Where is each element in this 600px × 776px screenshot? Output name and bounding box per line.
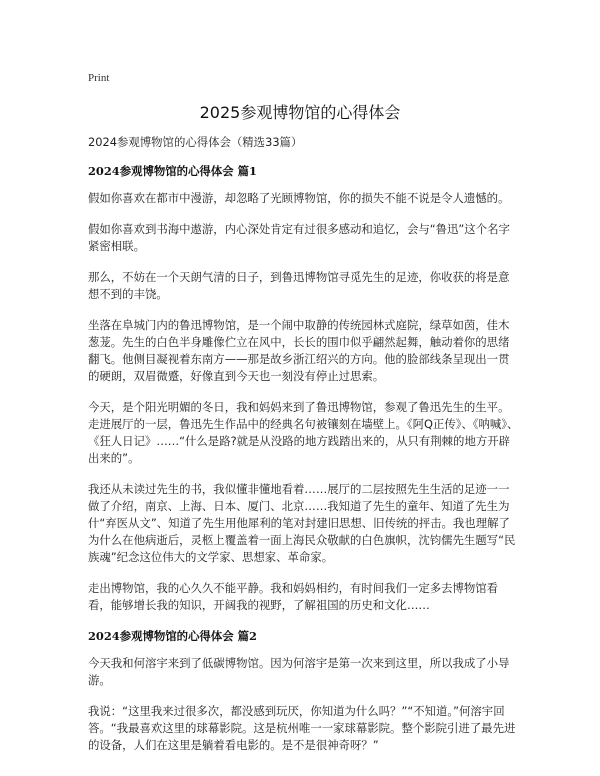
print-link[interactable]: Print <box>88 72 110 84</box>
paragraph: 今天，是个阳光明媚的冬日，我和妈妈来到了鲁迅博物馆，参观了鲁迅先生的生平。走进展厅的一层，鲁迅先生作品中的经典名句被镶刻在墙壁上。《阿Q正传》、《呐喊》、《狂人日记》……“什么是路?就是从没路的地方践踏出来的，从只有荆棘的地方开辟出来的”。 <box>88 400 519 465</box>
document-subtitle: 2024参观博物馆的心得体会（精选33篇） <box>88 135 303 149</box>
paragraph: 坐落在阜城门内的鲁迅博物馆，是一个闹中取静的传统园林式庭院，绿草如茵，佳木葱茏。先生的白色半身雕像伫立在风中，长长的围巾似乎翩然起舞，触动着你的思绪翻飞。他侧目凝视着东南方——那是故乡浙江绍兴的方向。他的脸部线条呈现出一贯的硬朗，双眉微蹙，好像直到今天也一刻没有停止过思索。 <box>88 318 510 383</box>
document-body <box>88 134 520 768</box>
section-heading: 2024参观博物馆的心得体会 篇1 <box>88 164 257 178</box>
paragraph: 假如你喜欢在都市中漫游，却忽略了光顾博物馆，你的损失不能不说是令人遗憾的。 <box>88 191 510 205</box>
paragraph: 那么，不妨在一个天朗气清的日子，到鲁迅博物馆寻觅先生的足迹，你收获的将是意想不到的丰饶。 <box>88 270 510 301</box>
paragraph: 走出博物馆，我的心久久不能平静。我和妈妈相约，有时间我们一定多去博物馆看看，能够增长我的知识，开阔我的视野，了解祖国的历史和文化…… <box>88 581 499 612</box>
section-heading: 2024参观博物馆的心得体会 篇2 <box>88 629 257 643</box>
paragraph: 我说：“这里我来过很多次，都没感到玩厌，你知道为什么吗？”“不知道。”何溶宇回答。“我最喜欢这里的球幕影院。这是杭州唯一一家球幕影院。整个影院引进了最先进的设备，人们在这里是躺着看电影的。是不是很神奇呀？” <box>88 704 516 752</box>
page-title: 2025参观博物馆的心得体会 <box>199 103 401 122</box>
paragraph: 我还从未读过先生的书，我似懂非懂地看着……展厅的二层按照先生生活的足迹一一做了介绍，南京、上海、日本、厦门、北京……我知道了先生的童年、知道了先生为什“弃医从文”、知道了先生用他犀利的笔对封建旧思想、旧传统的抨击。我也理解了为什么在他病逝后，灵柩上覆盖着一面上海民众敬献的白色旗帜，沈钧儒先生题写“民族魂”纪念这位伟大的文学家、思想家、革命家。 <box>88 482 516 564</box>
paragraph: 今天我和何溶宇来到了低碳博物馆。因为何溶宇是第一次来到这里，所以我成了小导游。 <box>88 656 510 687</box>
paragraph: 假如你喜欢到书海中遨游，内心深处肯定有过很多感动和追忆，会与“鲁迅”这个名字紧密相联。 <box>88 222 510 253</box>
